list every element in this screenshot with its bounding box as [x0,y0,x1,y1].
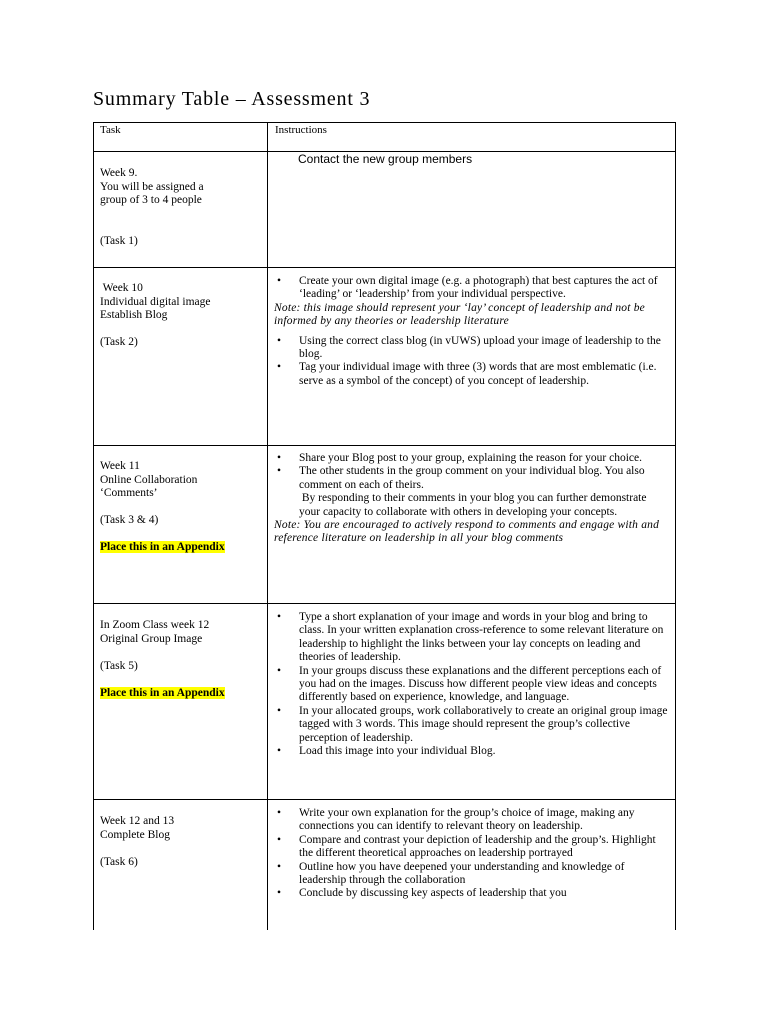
appendix-highlight: Place this in an Appendix [100,541,225,553]
task-id: (Task 1) [100,234,138,247]
bullet-item: • Tag your individual image with three (3) words that are most emblematic (i.e. serve as a symbol of the concept) of you concept of leadership. [274,361,670,388]
task-cell [100,167,262,248]
bullet-item: • The other students in the group comment on your individual blog. You also comment on each of theirs. [274,465,670,492]
table-row [94,268,675,446]
table-row [94,604,675,800]
task-line: Individual digital image [100,295,211,308]
table-row [94,446,675,604]
task-line: Establish Blog [100,309,168,321]
task-line: group of 3 to 4 people [100,194,202,206]
header-task: Task [100,124,121,136]
bullet-item: • Outline how you have deepened your understanding and knowledge of leadership through the collaboration [274,861,670,888]
note-text: Note: this image should represent your ‘lay’ concept of leadership and not be informed by any theories or leadership literature [274,301,645,328]
summary-table [93,122,676,930]
column-divider [267,446,268,603]
task-id: (Task 2) [100,336,138,348]
instructions-cell [274,452,670,546]
column-divider [267,800,268,930]
task-line: You will be assigned a [100,180,204,193]
bullet-item: • Conclude by discussing key aspects of leadership that you [274,887,670,900]
task-cell [100,815,262,869]
task-line: In Zoom Class week 12 [100,619,210,631]
instructions-cell [274,807,670,901]
column-divider [267,123,268,151]
column-divider [267,604,268,799]
appendix-highlight: Place this in an Appendix [100,686,225,699]
task-line: Week 10 [100,282,143,294]
task-cell [100,460,262,555]
task-line: Original Group Image [100,632,203,645]
task-line: Complete Blog [100,828,170,841]
task-line: Online Collaboration [100,473,198,486]
bullet-item: • Create your own digital image (e.g. a photograph) that best captures the act of ‘leading’ or ‘leadership’ from your individual perspective. [274,275,670,302]
bullet-item: • Share your Blog post to your group, explaining the reason for your choice. [274,452,670,465]
column-divider [267,152,268,267]
continuation-text: By responding to their comments in your blog you can further demonstrate your capacity to collaborate with others in developing your concepts. [299,492,650,518]
bullet-item: • Load this image into your individual Blog. [274,745,670,758]
header-instructions: Instructions [275,124,327,136]
task-cell [100,619,262,700]
bullet-item: • In your groups discuss these explanations and the different perceptions each of you had on the images. Discuss how different people view ideas and concepts differently based on experience, knowledge, and language. [274,665,670,705]
task-line: Week 12 and 13 [100,815,175,827]
bullet-item: • Compare and contrast your depiction of leadership and the group’s. Highlight the different theoretical approaches on leadership portrayed [274,834,670,861]
table-row [94,800,675,930]
bullet-item: • In your allocated groups, work collaboratively to create an original group image tagged with 3 words. This image should represent the group’s collective perception of leadership. [274,705,670,745]
instruction-text: Contact the new group members [298,152,473,166]
note-text: Note: You are encouraged to actively respond to comments and engage with and reference literature on leadership in all your blog comments [274,519,660,545]
task-cell [100,282,262,350]
page-title: Summary Table – Assessment 3 [93,88,371,110]
instructions-cell [274,275,670,388]
bullet-item: • Write your own explanation for the group’s choice of image, making any connections you can identify to relevant theory on leadership. [274,807,670,834]
instructions-cell [274,611,670,758]
task-id: (Task 3 & 4) [100,514,159,526]
bullet-item: • Using the correct class blog (in vUWS) upload your image of leadership to the blog. [274,335,670,362]
instructions-cell [298,153,676,166]
task-line: Week 11 [100,460,140,472]
task-line: Week 9. [100,167,138,179]
task-id: (Task 5) [100,659,138,672]
bullet-item: • Type a short explanation of your image and words in your blog and bring to class. In your written explanation cross-reference to some relevant literature on leadership to highlight the links between your lay concepts on leading and theories of leadership. [274,611,670,665]
column-divider [267,268,268,445]
table-row [94,152,675,268]
task-line: ‘Comments’ [100,487,158,499]
table-header-row [94,123,675,152]
task-id: (Task 6) [100,855,138,868]
